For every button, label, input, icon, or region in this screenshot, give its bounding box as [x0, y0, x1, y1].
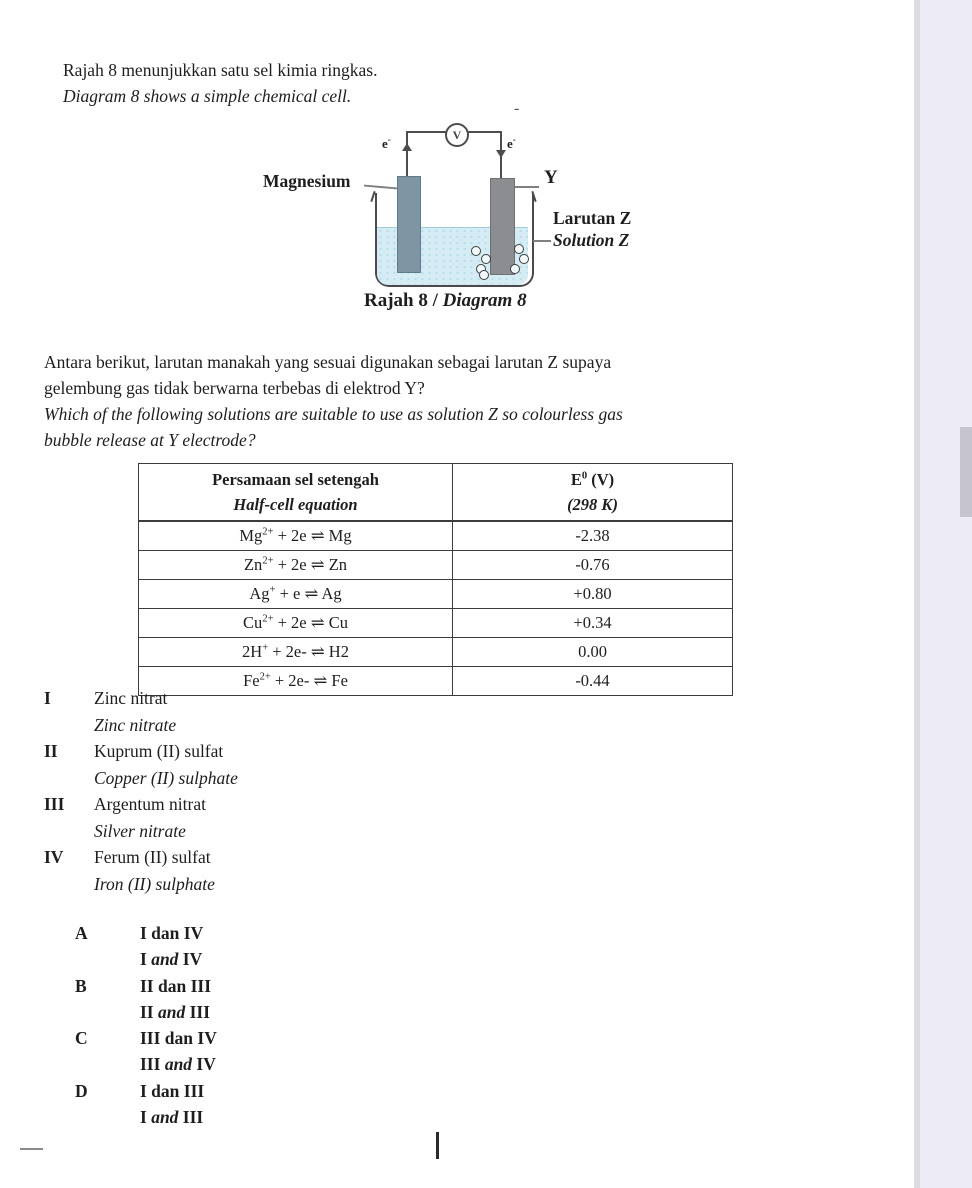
answer-malay: III dan IV [140, 1028, 217, 1049]
wire-left [406, 131, 408, 177]
table-row [139, 609, 733, 638]
option-english: Iron (II) sulphate [94, 873, 215, 894]
table-header-row [139, 464, 733, 522]
option-malay: Argentum nitrat [94, 794, 206, 814]
answer-choice [75, 1025, 217, 1078]
voltmeter-icon [445, 123, 469, 147]
table-row [139, 580, 733, 609]
question-malay-line1: Antara berikut, larutan manakah yang sesuai digunakan sebagai larutan Z supaya [44, 352, 612, 372]
option-numeral: II [44, 741, 58, 761]
intro-english: Diagram 8 shows a simple chemical cell. [63, 86, 352, 106]
scan-dash-mark [20, 1148, 43, 1150]
potential-cell: -0.44 [453, 667, 733, 696]
potential-cell: +0.34 [453, 609, 733, 638]
equation-cell: $Fe^{2+} + 2e-$ ⇌ Fe [139, 667, 453, 696]
gas-bubble [479, 270, 489, 280]
stray-minus-mark: - [514, 100, 520, 117]
option-malay: Ferum (II) sulfat [94, 847, 211, 867]
option-numeral: IV [44, 847, 64, 867]
question-english-line1: Which of the following solutions are suitable to use as solution Z so colourless gas [44, 404, 623, 424]
solution-label-malay: Larutan Z [553, 208, 632, 228]
electron-flow-up-arrow-icon [402, 143, 412, 151]
options-list [44, 685, 238, 897]
diagram-caption: Rajah 8 / Diagram 8 [364, 290, 527, 311]
half-cell-table [138, 463, 733, 696]
option-malay: Kuprum (II) sulfat [94, 741, 224, 761]
table-row [139, 638, 733, 667]
answer-english: II and III [140, 1001, 211, 1022]
answer-letter: C [75, 1028, 88, 1049]
header-potential: $E^0$ (V) (298 K) [453, 464, 733, 522]
header-equation: Persamaan sel setengah Half-cell equation [139, 464, 453, 522]
potential-cell: 0.00 [453, 638, 733, 667]
y-electrode-label: Y [544, 167, 558, 188]
equation-cell: 2H+ + 2e- ⇌ H2 [139, 638, 453, 667]
side-panel [920, 0, 972, 1188]
answer-english: III and IV [140, 1054, 216, 1075]
equation-cell: $Cu^{2+} + 2e$ ⇌ Cu [139, 609, 453, 638]
option-item [44, 844, 238, 897]
y-electrode [490, 178, 515, 275]
gas-bubble [510, 264, 520, 274]
magnesium-pointer-line [364, 185, 397, 190]
table-row [139, 521, 733, 551]
equation-cell: $Mg^{2+} + 2e$ ⇌ Mg [139, 521, 453, 551]
electron-label-left: e- [382, 134, 391, 151]
potential-cell: -0.76 [453, 551, 733, 580]
text-cursor [436, 1132, 439, 1159]
option-malay: Zinc nitrat [94, 688, 168, 708]
equation-cell: Ag+ + e ⇌ Ag [139, 580, 453, 609]
answer-malay: II dan III [140, 975, 212, 996]
answer-english: I and III [140, 1107, 204, 1128]
intro-malay: Rajah 8 menunjukkan satu sel kimia ringkas. [63, 60, 378, 80]
y-pointer-line [513, 186, 539, 188]
answer-english: I and IV [140, 949, 203, 970]
gas-bubble [519, 254, 529, 264]
question-english-line2: bubble release at Y electrode? [44, 430, 256, 450]
answer-choice [75, 973, 217, 1026]
answer-choice [75, 920, 217, 973]
answer-letter: A [75, 923, 88, 943]
answer-choice [75, 1078, 217, 1131]
scrollbar-thumb[interactable] [960, 427, 972, 517]
option-english: Silver nitrate [94, 820, 186, 841]
table-row [139, 551, 733, 580]
answer-malay: I dan III [140, 1080, 205, 1101]
answer-letter: B [75, 975, 87, 996]
option-item [44, 738, 238, 791]
option-numeral: III [44, 794, 65, 814]
answer-malay: I dan IV [140, 923, 204, 943]
intro-text [63, 57, 377, 109]
answer-choices [75, 920, 217, 1130]
gas-bubble [514, 244, 524, 254]
equation-cell: $Zn^{2+} + 2e$ ⇌ Zn [139, 551, 453, 580]
option-item [44, 791, 238, 844]
voltmeter-label: V [452, 127, 462, 142]
solution-label-english: Solution Z [553, 230, 630, 250]
potential-cell: -2.38 [453, 521, 733, 551]
magnesium-electrode [397, 176, 421, 273]
option-item [44, 685, 238, 738]
gas-bubble [471, 246, 481, 256]
option-numeral: I [44, 688, 51, 708]
answer-letter: D [75, 1080, 88, 1101]
potential-cell: +0.80 [453, 580, 733, 609]
gas-bubble [481, 254, 491, 264]
electron-label-right: e- [507, 134, 516, 151]
option-english: Zinc nitrate [94, 714, 177, 735]
question-text [44, 349, 914, 453]
electron-flow-down-arrow-icon [496, 150, 506, 158]
question-malay-line2: gelembung gas tidak berwarna terbebas di elektrod Y? [44, 378, 425, 398]
magnesium-electrode-label: Magnesium [263, 171, 351, 191]
option-english: Copper (II) sulphate [94, 767, 238, 788]
solution-pointer-line [533, 240, 551, 242]
